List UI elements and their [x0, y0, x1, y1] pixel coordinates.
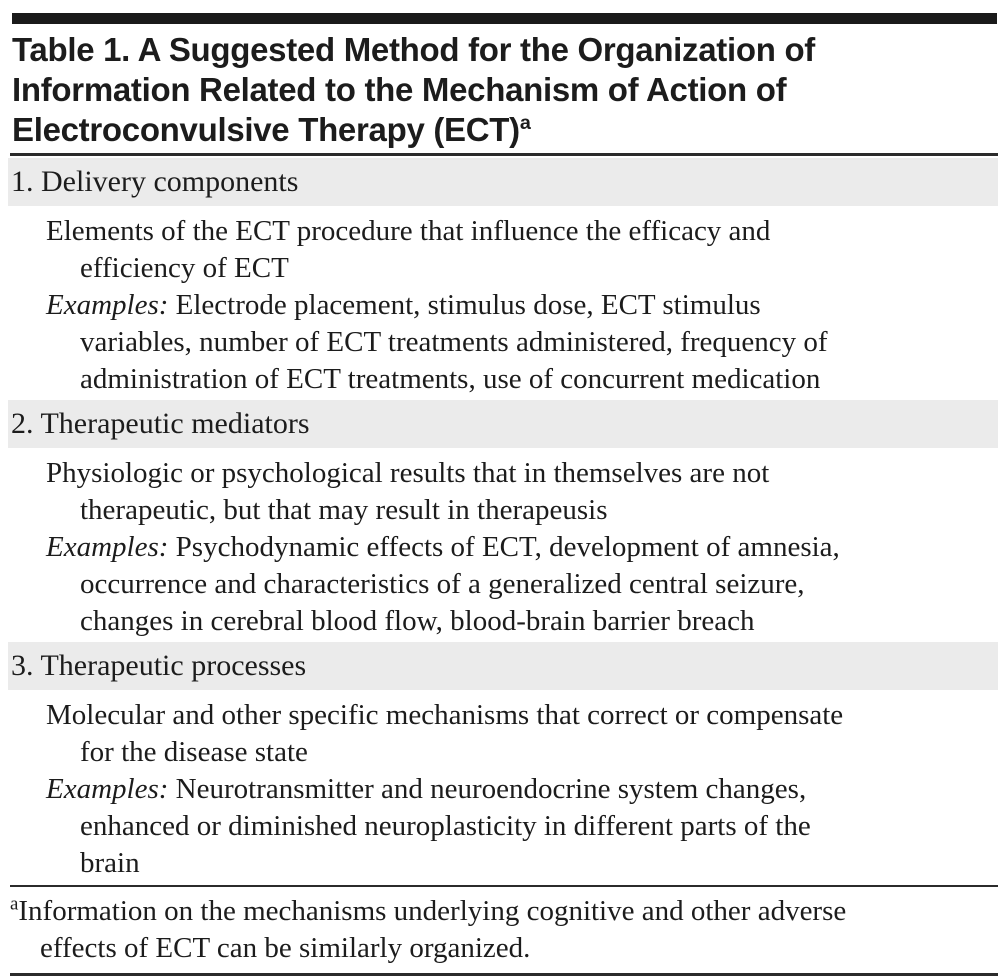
- section-header-band: [8, 158, 998, 206]
- section-header-band: [8, 400, 998, 448]
- description-line: efficiency of ECT: [80, 252, 289, 284]
- table-footnote: [10, 893, 998, 967]
- examples-line: Examples: Neurotransmitter and neuroendocrine system changes,: [46, 773, 807, 805]
- examples-line: Examples: Psychodynamic effects of ECT, development of amnesia,: [46, 531, 840, 563]
- table-title-line-text: Electroconvulsive Therapy (ECT): [12, 111, 520, 148]
- table-section: [0, 642, 1008, 882]
- table-top-bar: [12, 13, 997, 24]
- examples-line: occurrence and characteristics of a generalized central seizure,: [80, 568, 805, 600]
- section-body: [0, 697, 998, 882]
- examples-line: administration of ECT treatments, use of concurrent medication: [80, 363, 821, 395]
- section-header-label: 2. Therapeutic mediators: [11, 407, 310, 440]
- examples-line: Examples: Electrode placement, stimulus dose, ECT stimulus: [46, 289, 761, 321]
- section-body: [0, 455, 998, 640]
- examples-label: Examples:: [46, 289, 169, 321]
- section-header-band: [8, 642, 998, 690]
- section-header-label: 1. Delivery components: [11, 165, 299, 198]
- footnote-text: Information on the mechanisms underlying cognitive and other adverse: [18, 895, 847, 927]
- examples-label: Examples:: [46, 773, 169, 805]
- table-bottom-rule: [10, 973, 998, 976]
- table-section: [0, 158, 1008, 398]
- description-line: therapeutic, but that may result in therapeusis: [80, 494, 608, 526]
- examples-line: variables, number of ECT treatments administered, frequency of: [80, 326, 828, 358]
- table-title-line: [12, 110, 997, 150]
- title-footnote-marker: a: [519, 112, 531, 134]
- examples-line: enhanced or diminished neuroplasticity in different parts of the: [80, 810, 811, 842]
- footnote-line: [10, 893, 998, 930]
- table-title-line: Information Related to the Mechanism of Action of: [12, 71, 787, 108]
- table-title: [12, 30, 997, 150]
- examples-label: Examples:: [46, 531, 169, 563]
- examples-line: brain: [80, 847, 140, 879]
- title-bottom-rule: [10, 153, 998, 156]
- description-line: for the disease state: [80, 736, 308, 768]
- table-sections: [0, 158, 1008, 882]
- footnote-line: effects of ECT can be similarly organized.: [40, 932, 531, 964]
- footnote-marker: a: [10, 893, 19, 915]
- description-line: Molecular and other specific mechanisms that correct or compensate: [46, 699, 844, 731]
- paper-table-page: [0, 13, 1008, 980]
- footnote-top-rule: [10, 885, 998, 887]
- table-section: [0, 400, 1008, 640]
- section-header-label: 3. Therapeutic processes: [11, 649, 307, 682]
- description-line: Physiologic or psychological results that in themselves are not: [46, 457, 770, 489]
- description-line: Elements of the ECT procedure that influence the efficacy and: [46, 215, 771, 247]
- table-title-line: Table 1. A Suggested Method for the Organization of: [12, 31, 815, 68]
- section-body: [0, 213, 998, 398]
- examples-line: changes in cerebral blood flow, blood-brain barrier breach: [80, 605, 755, 637]
